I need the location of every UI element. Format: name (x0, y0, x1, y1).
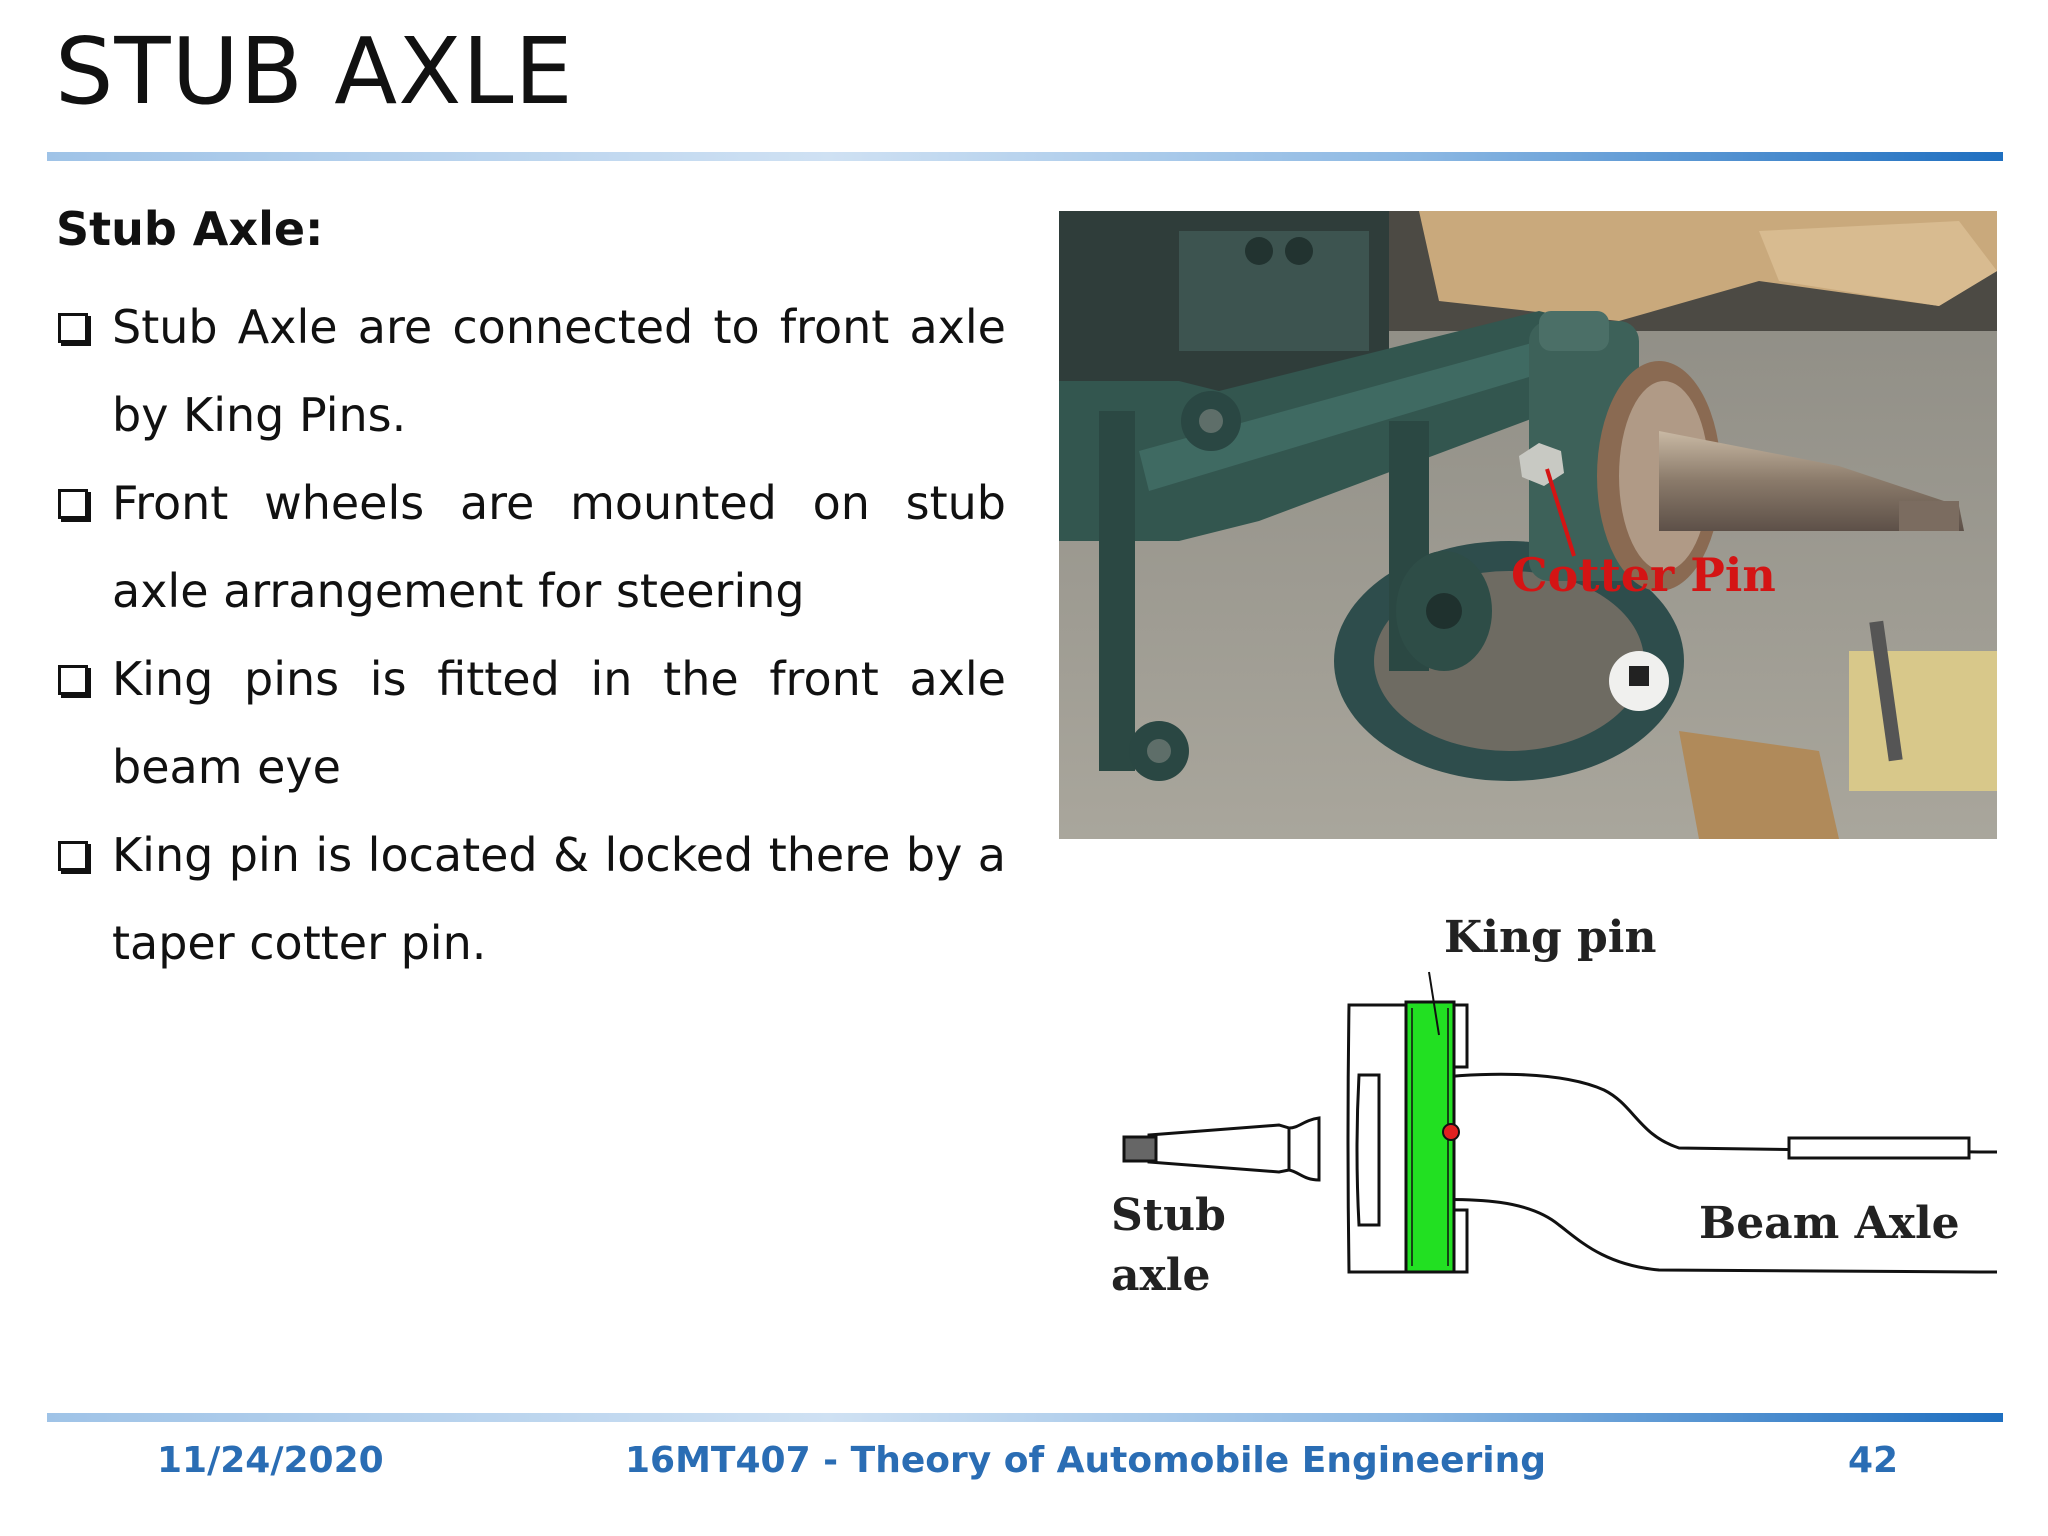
footer-divider (47, 1413, 2003, 1422)
checkbox-bullet-icon (58, 665, 88, 695)
photo-illustration (1059, 211, 1997, 839)
bullet-item (56, 283, 1006, 459)
stub-axle-photo (1059, 211, 1997, 839)
king-pin-diagram (1059, 880, 1997, 1330)
bullet-list (56, 283, 1006, 987)
bullet-item (56, 459, 1006, 635)
diagram-illustration (1059, 880, 1997, 1330)
stub-label: Stub (1111, 1190, 1226, 1241)
footer-date: 11/24/2020 (157, 1440, 384, 1481)
bullet-text: King pin is located & locked there by a taper cotter pin. (112, 828, 1006, 970)
checkbox-bullet-icon (58, 841, 88, 871)
axle-label: axle (1111, 1250, 1211, 1301)
content-area (56, 195, 1006, 987)
bullet-text: Stub Axle are connected to front axle by King Pins. (112, 300, 1006, 442)
king-pin-label: King pin (1444, 912, 1657, 963)
section-heading: Stub Axle: (56, 202, 324, 256)
bullet-item (56, 811, 1006, 987)
footer-page-number: 42 (1848, 1440, 1899, 1481)
title-divider (47, 152, 2003, 161)
bullet-text: King pins is fitted in the front axle beam eye (112, 652, 1006, 794)
checkbox-bullet-icon (58, 313, 88, 343)
footer-course: 16MT407 - Theory of Automobile Engineering (625, 1440, 1547, 1481)
beam-axle-label: Beam Axle (1699, 1198, 1960, 1249)
bullet-text: Front wheels are mounted on stub axle arrangement for steering (112, 476, 1006, 618)
checkbox-bullet-icon (58, 489, 88, 519)
bullet-item (56, 635, 1006, 811)
cotter-pin-label: Cotter Pin (1511, 548, 1776, 602)
slide-title: STUB AXLE (55, 18, 574, 125)
